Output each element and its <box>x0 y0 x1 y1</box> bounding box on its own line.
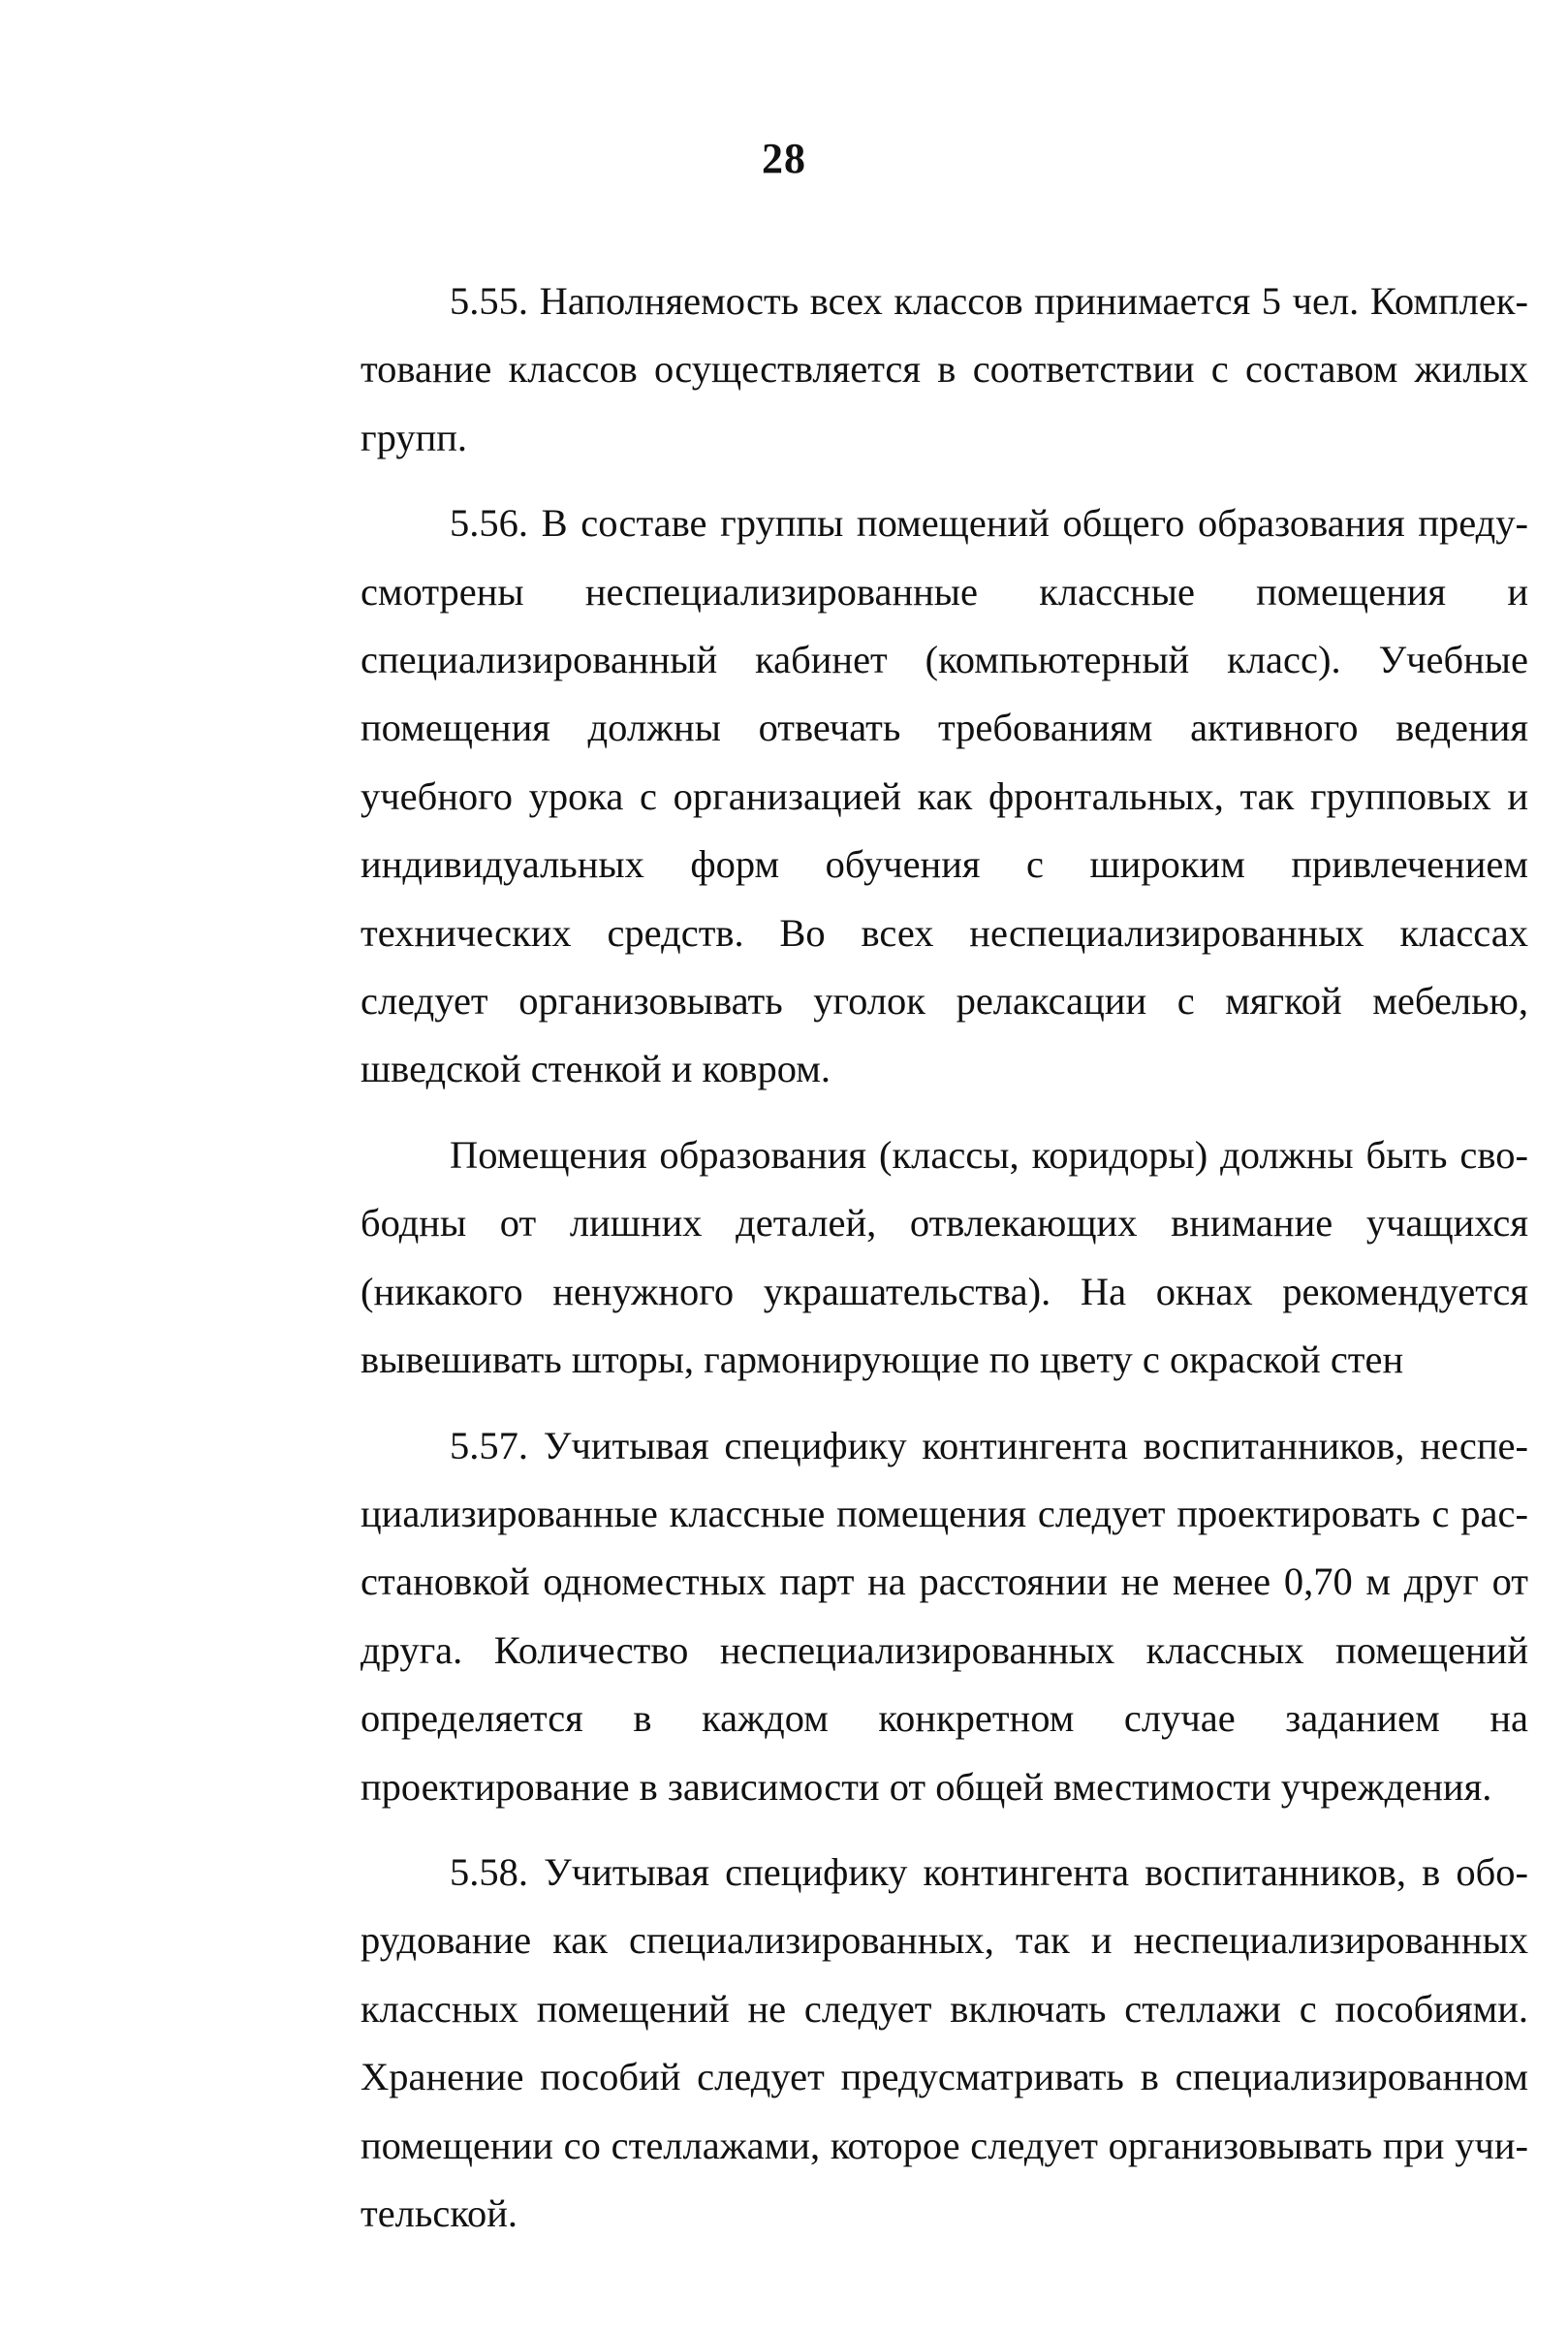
paragraph-premises: Помещения образования (классы, коридоры) должны быть свободны от лишних деталей, отвлекающих внимание учащихся (никакого ненужного украшательства). На окнах рекомендуется вывешивать шторы, гармонирующие по цвету с окраской стен <box>361 1132 1528 1382</box>
paragraph-5-58: 5.58. Учитывая специфику контингента воспитанников, в оборудование как специализированных, так и неспециализированных классных помещений не следует включать стеллажи с пособиями. Хранение пособий следует предусматривать в специализированном помещении со стеллажами, которое следует организовывать при учительской. <box>361 1849 1528 2235</box>
paragraph-5-55: 5.55. Наполняемость всех классов принимается 5 чел. Комплектование классов осуществляется в соответствии с составом жилых групп. <box>361 279 1528 459</box>
paragraph-5-56: 5.56. В составе группы помещений общего образования предусмотрены неспециализированные классные помещения и специализированный кабинет (компьютерный класс). Учебные помещения должны отвечать требованиям активного ведения учебного урока с организацией как фронтальных, так групповых и индивидуальных форм обучения с широким привлечением технических средств. Во всех неспециализированных классах следует организовывать уголок релаксации с мягкой мебелью, шведской стенкой и ковром. <box>361 501 1528 1091</box>
page-number: 28 <box>762 135 806 182</box>
paragraph-5-57: 5.57. Учитывая специфику контингента воспитанников, неспециализированные классные помещения следует проектировать с расстановкой одноместных парт на расстоянии не менее 0,70 м друг от друга. Количество неспециализированных классных помещений определяется в каждом конкретном случае заданием на проектирование в зависимости от общей вместимости учреждения. <box>361 1423 1528 1809</box>
body-text <box>361 268 1528 2265</box>
